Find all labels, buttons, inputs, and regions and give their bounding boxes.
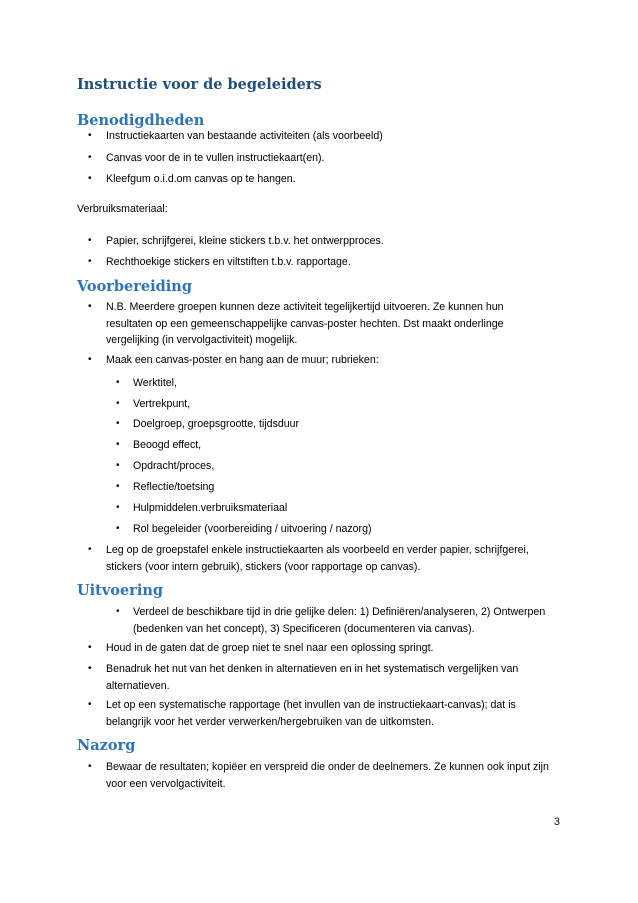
bullet-icon: • (88, 544, 92, 555)
bullet-icon: • (88, 256, 92, 267)
sub-list-item-text: Beoogd effect, (133, 439, 202, 451)
list-item-text: belangrijk voor het verder verwerken/hergebruiken van de uitkomsten. (106, 715, 434, 728)
sub-list-item-text: Verdeel de beschikbare tijd in drie gelijke delen: 1) Definiëren/analyseren, 2) Ontwerpen (133, 606, 546, 618)
bullet-icon: • (116, 377, 120, 388)
bullet-icon: • (88, 173, 92, 184)
list-item-text: Maak een canvas-poster en hang aan de muur; rubrieken: (106, 354, 379, 366)
sub-list-item-text: Opdracht/proces, (133, 460, 215, 472)
list-item-text: Canvas voor de in te vullen instructiekaart(en). (106, 152, 325, 164)
sub-list-item-text: Doelgroep, groepsgrootte, tijdsduur (133, 418, 300, 430)
bullet-icon: • (116, 481, 120, 492)
verbruiksmateriaal-label: Verbruiksmateriaal: (77, 203, 168, 215)
sub-list-item-text: (bedenken van het concept), 3) Specificeren (documenteren via canvas). (133, 622, 475, 635)
sub-list-item-text: Rol begeleider (voorbereiding / uitvoering / nazorg) (133, 523, 372, 535)
bullet-icon: • (116, 606, 120, 617)
section-heading-uitvoering: Uitvoering (77, 582, 164, 599)
bullet-icon: • (88, 699, 92, 710)
list-item-text: Bewaar de resultaten; kopiëer en verspreid die onder de deelnemers. Ze kunnen ook input zijn (106, 761, 549, 773)
page-number: 3 (554, 816, 560, 828)
bullet-icon: • (116, 398, 120, 409)
list-item-text: Kleefgum o.i.d.om canvas op te hangen. (106, 173, 296, 185)
list-item-text: Rechthoekige stickers en viltstiften t.b.v. rapportage. (106, 256, 351, 268)
bullet-icon: • (116, 502, 120, 513)
bullet-icon: • (88, 301, 92, 312)
bullet-icon: • (88, 235, 92, 246)
list-item-text: voor een vervolgactiviteit. (106, 777, 226, 790)
section-heading-nazorg: Nazorg (77, 737, 136, 754)
list-item-text: Benadruk het nut van het denken in alternatieven en in het systematisch vergelijken van (106, 663, 519, 675)
bullet-icon: • (88, 354, 92, 365)
list-item-text: stickers (voor intern gebruik), stickers (voor rapportage op canvas). (106, 560, 421, 573)
list-item-text: N.B. Meerdere groepen kunnen deze activiteit tegelijkertijd uitvoeren. Ze kunnen hun (106, 301, 504, 313)
bullet-icon: • (116, 523, 120, 534)
bullet-icon: • (88, 642, 92, 653)
section-heading-voorbereiding: Voorbereiding (77, 278, 192, 295)
list-item-text: Leg op de groepstafel enkele instructiekaarten als voorbeeld en verder papier, schrijfgerei, (106, 544, 529, 556)
sub-list-item-text: Werktitel, (133, 377, 177, 389)
sub-list-item-text: Reflectie/toetsing (133, 481, 215, 493)
list-item-text: Houd in de gaten dat de groep niet te snel naar een oplossing springt. (106, 642, 434, 654)
bullet-icon: • (88, 130, 92, 141)
bullet-icon: • (116, 418, 120, 429)
bullet-icon: • (88, 761, 92, 772)
bullet-icon: • (88, 152, 92, 163)
list-item-text: Let op een systematische rapportage (het invullen van de instructiekaart-canvas); dat is (106, 699, 516, 711)
bullet-icon: • (116, 460, 120, 471)
sub-list-item-text: Vertrekpunt, (133, 398, 191, 410)
bullet-icon: • (116, 439, 120, 450)
bullet-icon: • (88, 663, 92, 674)
list-item-text: Instructiekaarten van bestaande activiteiten (als voorbeeld) (106, 130, 383, 142)
list-item-text: alternatieven. (106, 679, 170, 692)
page-title: Instructie voor de begeleiders (77, 76, 322, 93)
sub-list-item-text: Hulpmiddelen.verbruiksmateriaal (133, 502, 288, 514)
list-item-text: resultaten op een gemeenschappelijke canvas-poster hechten. Dst maakt onderlinge (106, 317, 504, 330)
section-heading-benodigdheden: Benodigdheden (77, 112, 205, 129)
list-item-text: vergelijking (in vervolgactiviteit) mogelijk. (106, 334, 298, 346)
list-item-text: Papier, schrijfgerei, kleine stickers t.b.v. het ontwerpproces. (106, 235, 384, 247)
